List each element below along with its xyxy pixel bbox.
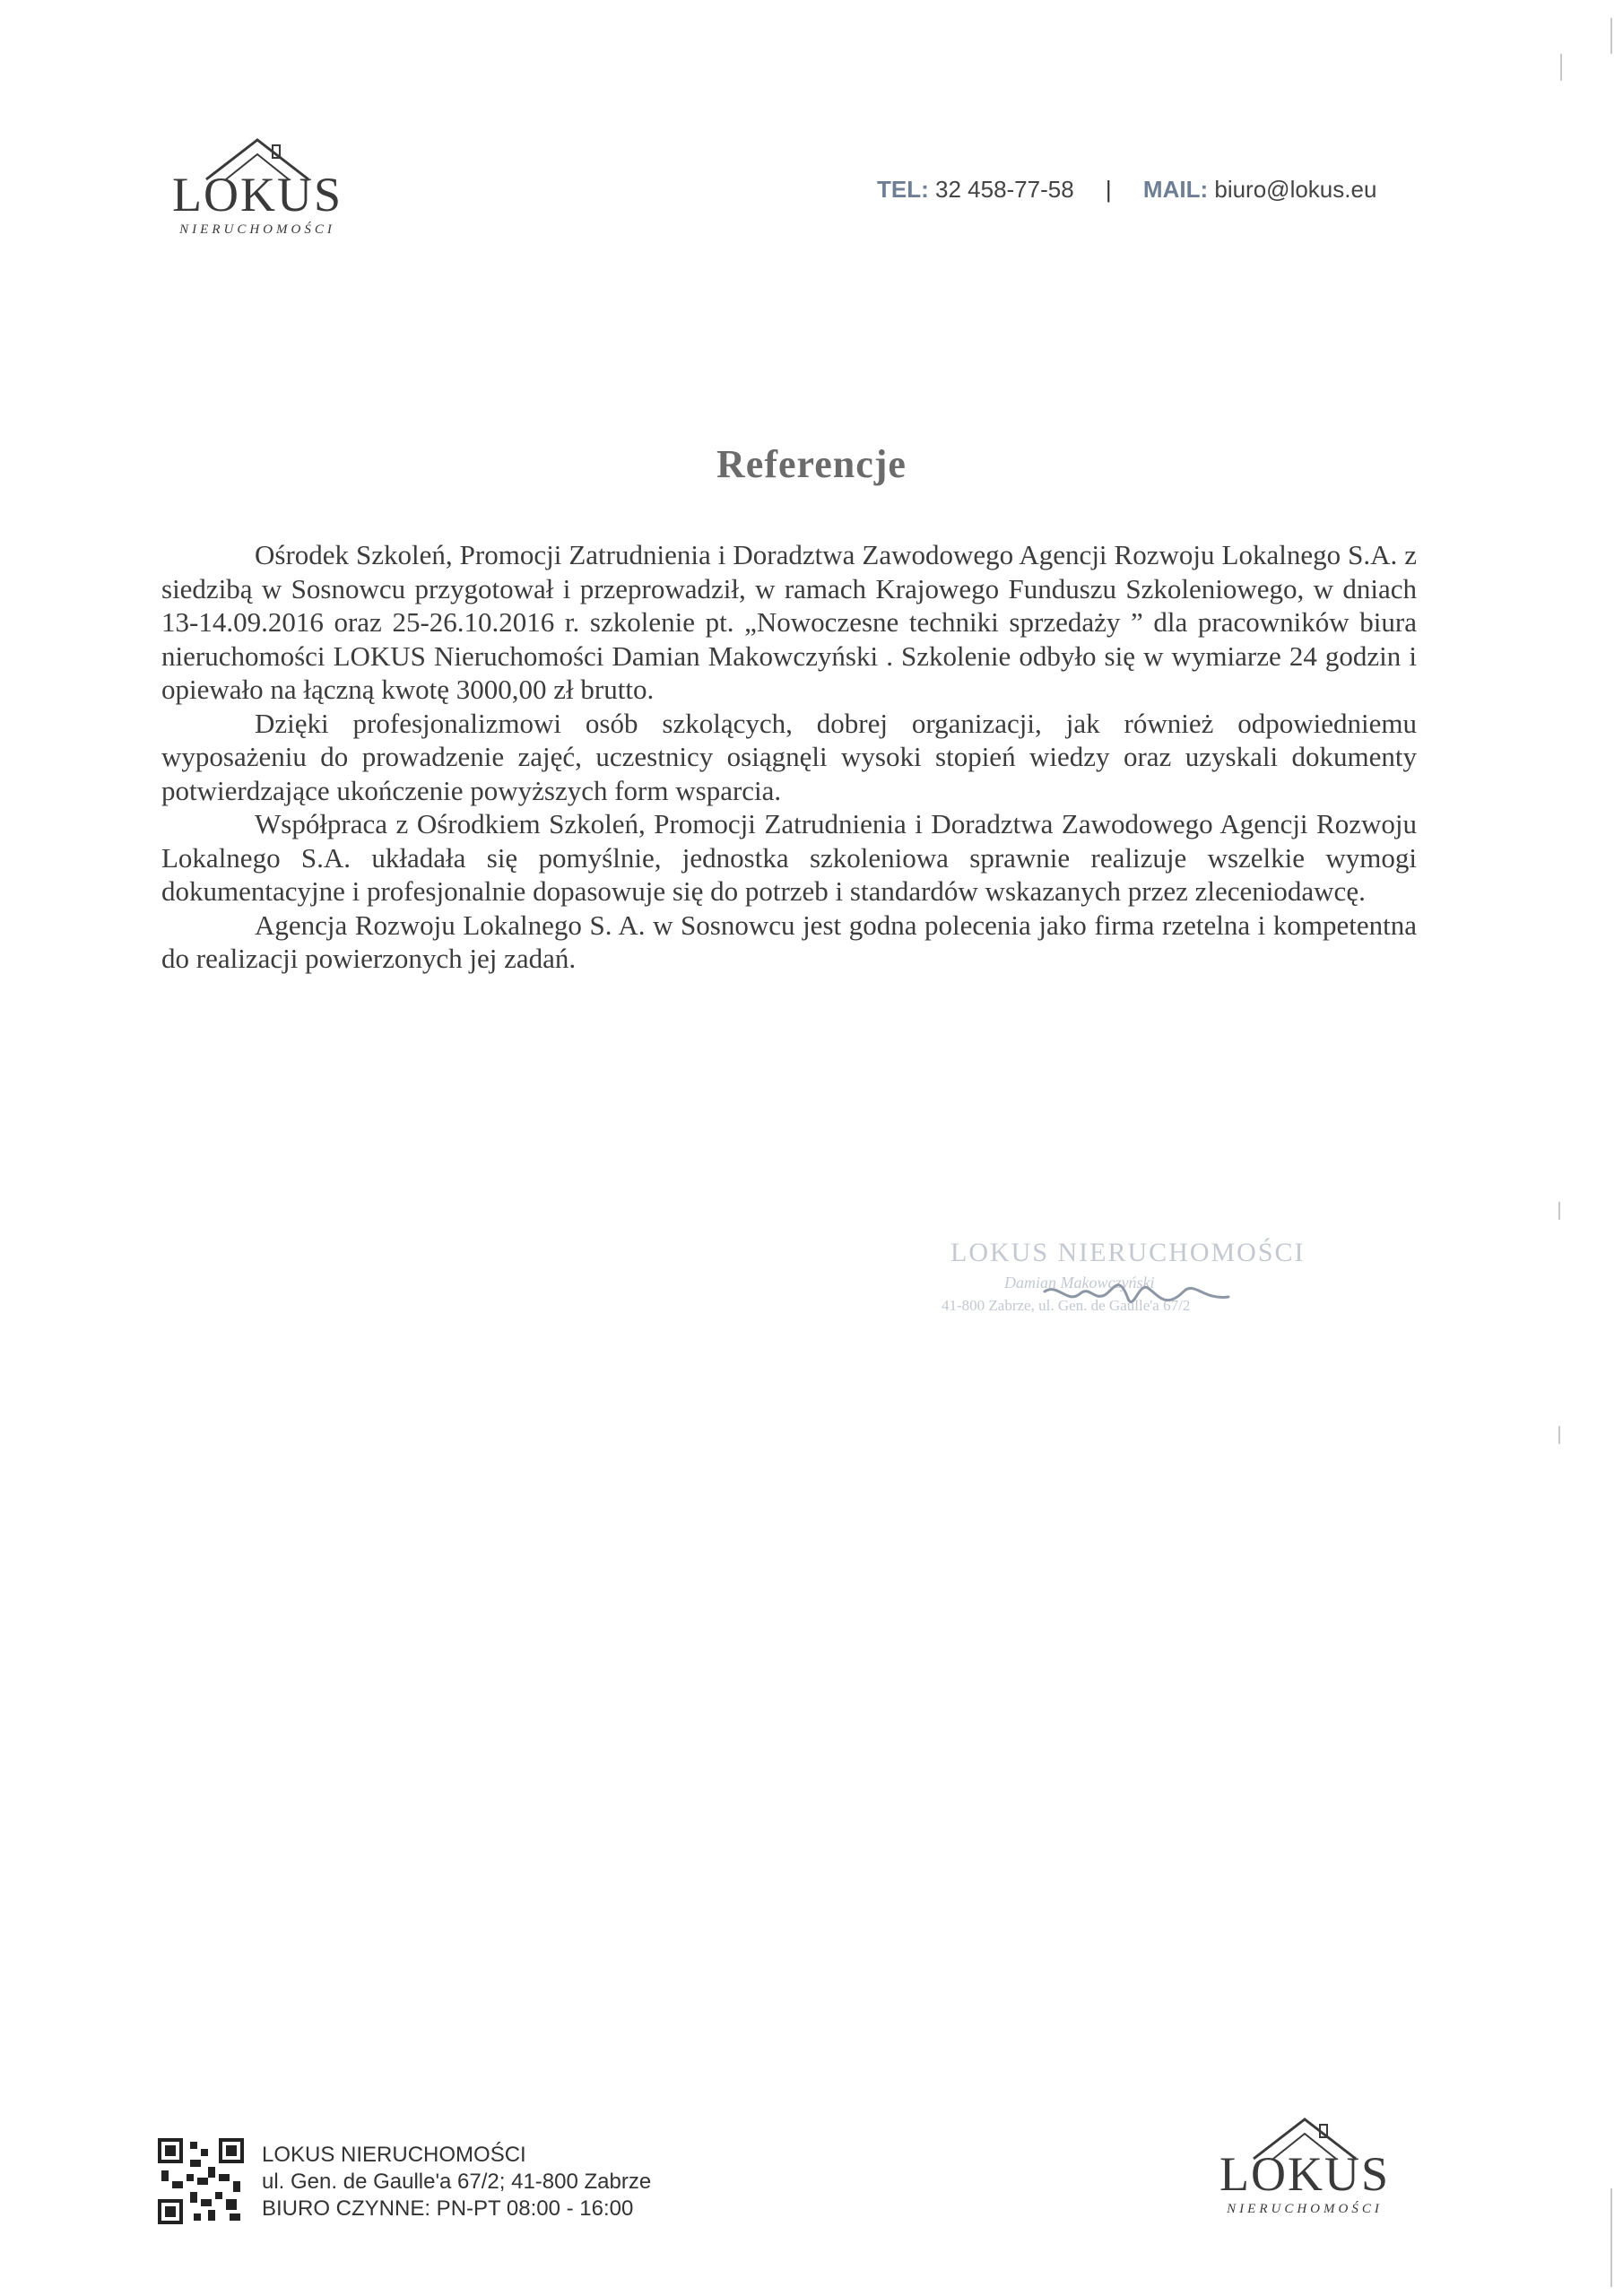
stamp-address: 41-800 Zabrze, ul. Gen. de Gaulle'a 67/2 <box>942 1297 1191 1314</box>
company-stamp <box>933 1238 1309 1336</box>
logo-subtitle: NIERUCHOMOŚCI <box>179 222 335 237</box>
footer-address: ul. Gen. de Gaulle'a 67/2; 41-800 Zabrze <box>262 2170 652 2194</box>
qr-code-icon <box>158 2138 244 2224</box>
lokus-logo-footer <box>1202 2112 1408 2220</box>
paragraph: Dzięki profesjonalizmowi osób szkolących, dobrej organizacji, jak również odpowiedniemu wyposażeniu do prowadzenie zajęć, uczestnicy osiągnęli wysoki stopień wiedzy oraz uzyskali dokumenty potwierdzające ukończenie powyższych form wsparcia. <box>161 707 1417 806</box>
contact-separator: | <box>1105 176 1112 203</box>
tel-label: TEL: <box>877 176 929 203</box>
scan-edge-mark <box>1610 18 1612 54</box>
footer-contact <box>262 2142 651 2222</box>
scan-edge-mark <box>1558 1202 1560 1220</box>
footer-hours: BIURO CZYNNE: PN-PT 08:00 - 16:00 <box>262 2196 634 2221</box>
scan-edge-mark <box>1610 2188 1612 2287</box>
logo-wordmark: LOKUS <box>171 168 343 222</box>
stamp-company: LOKUS NIERUCHOMOŚCI <box>950 1238 1306 1267</box>
logo-subtitle: NIERUCHOMOŚCI <box>1227 2202 1383 2216</box>
signature-icon <box>1040 1256 1255 1327</box>
paragraph: Agencja Rozwoju Lokalnego S. A. w Sosnowcu jest godna polecenia jako firma rzetelna i kompetentna do realizacji powierzonych jej zadań. <box>161 909 1417 974</box>
scan-edge-mark <box>1558 1426 1560 1444</box>
mail-label: MAIL: <box>1142 176 1209 203</box>
lokus-logo-header <box>154 133 360 240</box>
stamp-owner: Damian Makowczyński <box>1004 1274 1155 1292</box>
letter-body <box>161 538 1417 976</box>
footer-company: LOKUS NIERUCHOMOŚCI <box>262 2143 526 2167</box>
tel-value: 32 458-77-58 <box>935 176 1074 203</box>
mail-value: biuro@lokus.eu <box>1214 176 1377 203</box>
scan-edge-mark <box>1560 54 1562 81</box>
contact-line <box>877 176 1376 204</box>
logo-wordmark: LOKUS <box>1219 2147 1390 2201</box>
paragraph: Ośrodek Szkoleń, Promocji Zatrudnienia i Doradztwa Zawodowego Agencji Rozwoju Lokalnego S.A. z siedzibą w Sosnowcu przygotował i przeprowadził, w ramach Krajowego Funduszu Szkoleniowego, w dniach 13-14.09.2016 oraz 25-26.10.2016 r. szkolenie pt. „Nowoczesne techniki sprzedaży ” dla pracowników biura nieruchomości LOKUS Nieruchomości Damian Makowczyński . Szkolenie odbyło się w wymiarze 24 godzin i opiewało na łączną kwotę 3000,00 zł brutto. <box>161 539 1417 705</box>
document-title: Referencje <box>716 442 907 486</box>
paragraph: Współpraca z Ośrodkiem Szkoleń, Promocji Zatrudnienia i Doradztwa Zawodowego Agencji Rozwoju Lokalnego S.A. układała się pomyślnie, jednostka szkoleniowa sprawnie realizuje wszelkie wymogi dokumentacyjne i profesjonalnie dopasowuje się do potrzeb i standardów wskazanych przez zleceniodawcę. <box>161 808 1417 907</box>
